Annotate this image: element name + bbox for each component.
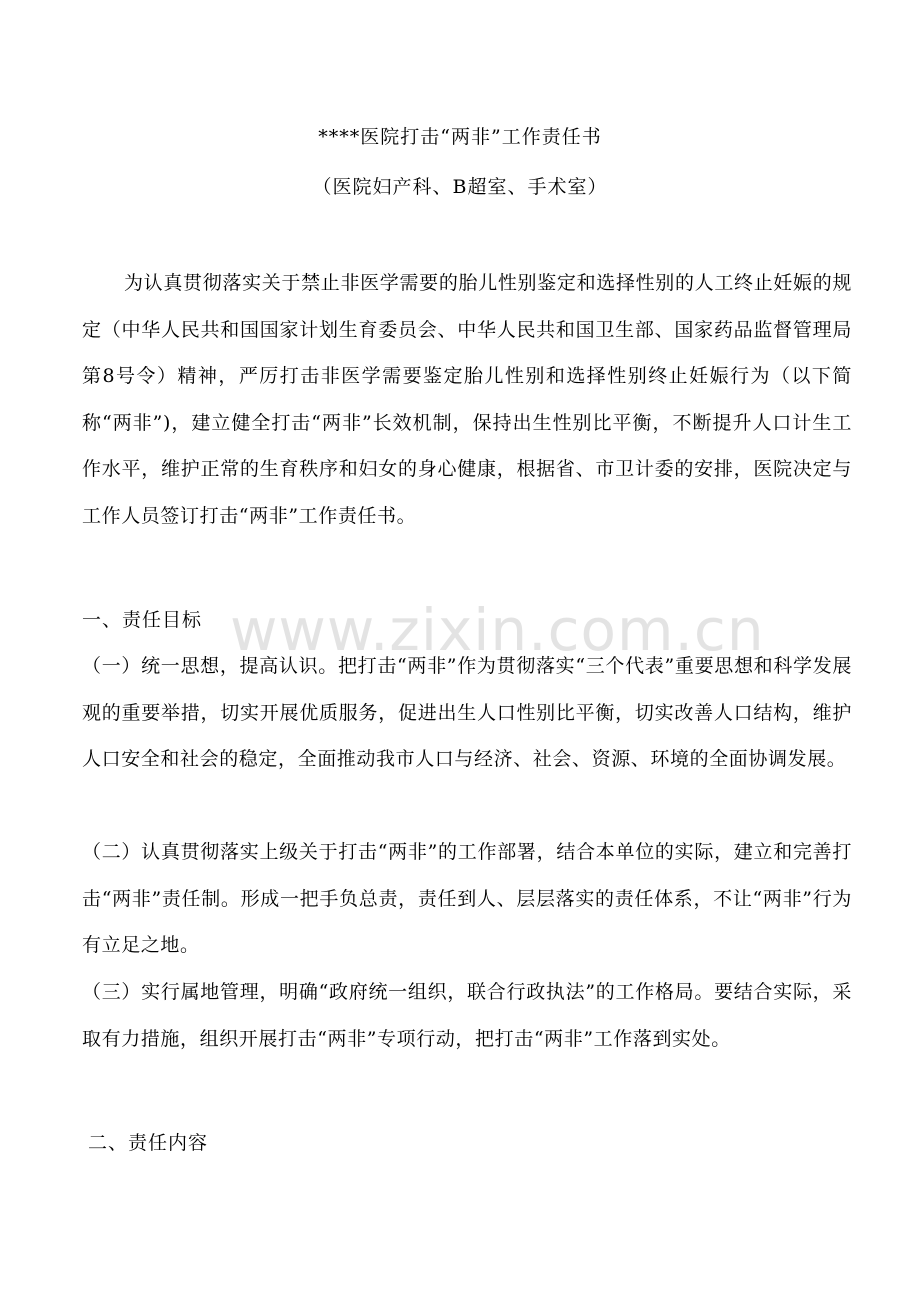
goal-item-3: （三）实行属地管理，明确“政府统一组织，联合行政执法”的工作格局。要结合实际，采取有力措施，组织开展打击“两非”专项行动，把打击“两非”工作落到实处。 [82,981,852,1050]
document-title: ****医院打击“两非”工作责任书 [318,126,602,148]
goal-item-1: （一）统一思想，提高认识。把打击“两非”作为贯彻落实“三个代表”重要思想和科学发展观的重要举措，切实开展优质服务，促进出生人口性别比平衡，切实改善人口结构，维护人口安全和社会的稳定，全面推动我市人口与经济、社会、资源、环境的全面协调发展。 [82,655,852,770]
watermark: www.zixin.com.cn [230,596,765,664]
goal-item-2: （二）认真贯彻落实上级关于打击“两非”的工作部署，结合本单位的实际，建立和完善打击“两非”责任制。形成一把手负总责，责任到人、层层落实的责任体系，不让“两非”行为有立足之地。 [82,841,852,956]
section-heading-content: 二、责任内容 [88,1132,209,1154]
section-heading-goals: 一、责任目标 [82,609,203,631]
intro-paragraph: 为认真贯彻落实关于禁止非医学需要的胎儿性别鉴定和选择性别的人工终止妊娠的规定（中华人民共和国国家计划生育委员会、中华人民共和国卫生部、国家药品监督管理局第8号令）精神，严厉打击非医学需要鉴定胎儿性别和选择性别终止妊娠行为（以下简称“两非”)，建立健全打击“两非”长效机制，保持出生性别比平衡，不断提升人口计生工作水平，维护正常的生育秩序和妇女的身心健康，根据省、市卫计委的安排，医院决定与工作人员签订打击“两非”工作责任书。 [82,272,852,527]
document-subtitle: （医院妇产科、B超室、手术室） [312,176,608,198]
